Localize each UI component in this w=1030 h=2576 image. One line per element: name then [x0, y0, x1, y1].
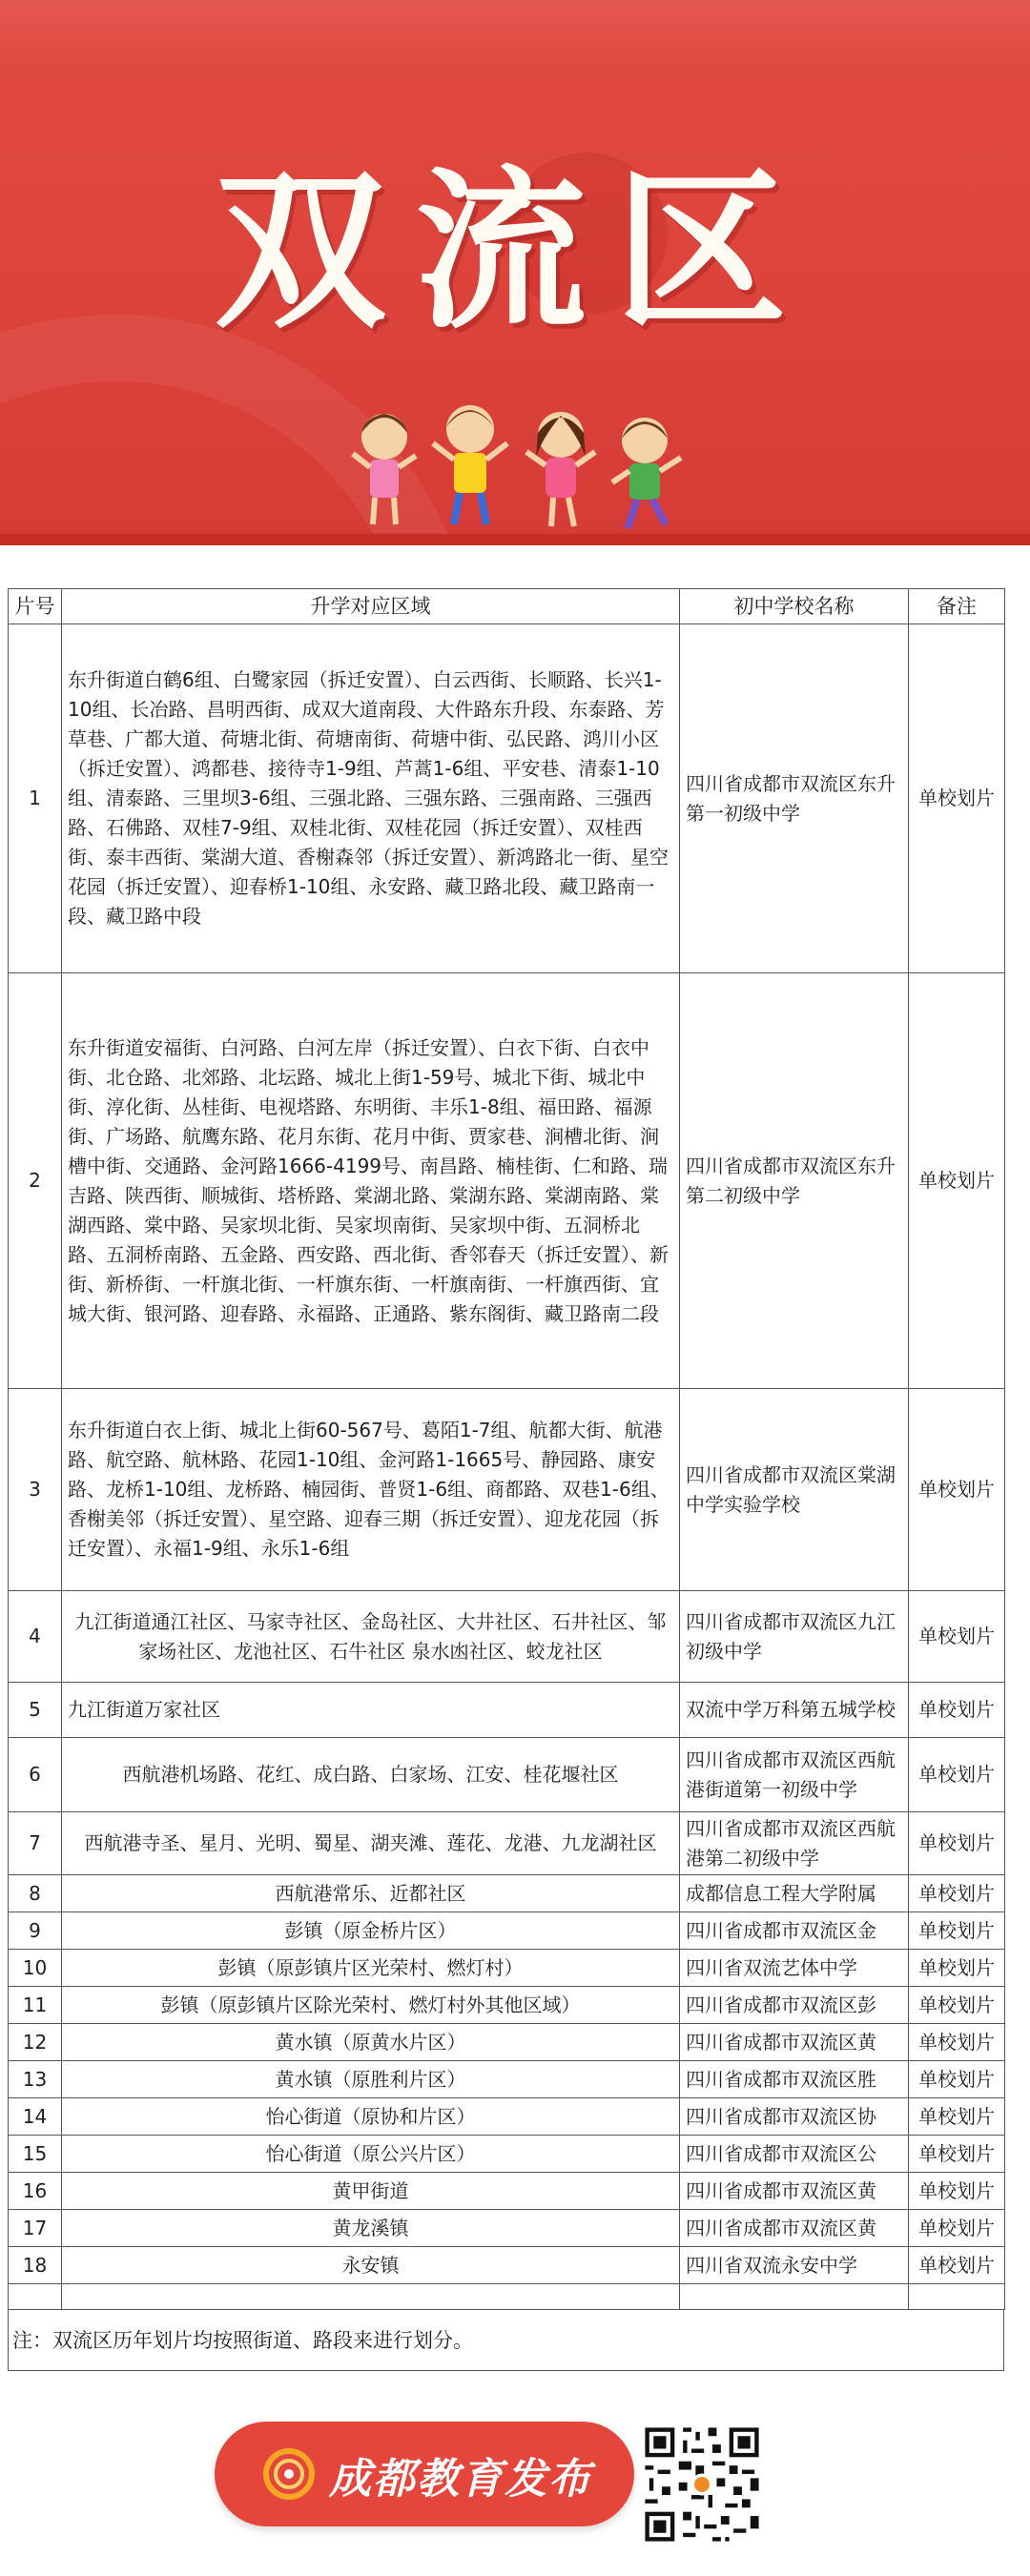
table-row — [9, 1389, 1005, 1591]
row-area: 九江街道通江社区、马家寺社区、金岛社区、大井社区、石井社区、邹家场社区、龙池社区、石牛社区 泉水凼社区、蛟龙社区 — [62, 1591, 680, 1683]
table-row — [9, 1950, 1005, 1987]
row-number: 17 — [9, 2210, 62, 2247]
page-title: 双流区 — [214, 151, 815, 352]
brand-badge — [215, 2422, 634, 2526]
row-area: 西航港机场路、花红、成白路、白家场、江安、桂花堰社区 — [62, 1738, 680, 1812]
row-number: 7 — [9, 1812, 62, 1875]
row-school: 四川省成都市双流区东升第二初级中学 — [680, 973, 909, 1389]
row-number: 1 — [9, 624, 62, 973]
row-school: 成都信息工程大学附属 — [680, 1875, 909, 1912]
row-number: 9 — [9, 1912, 62, 1950]
row-school: 四川省成都市双流区协 — [680, 2098, 909, 2136]
row-note: 单校划片 — [909, 1683, 1005, 1738]
row-note: 单校划片 — [909, 1591, 1005, 1683]
table-spacer-row — [9, 2284, 1005, 2310]
qr-code-icon — [641, 2423, 763, 2545]
row-area: 九江街道万家社区 — [62, 1683, 680, 1738]
row-area: 西航港寺圣、星月、光明、蜀星、湖夹滩、莲花、龙港、九龙湖社区 — [62, 1812, 680, 1875]
row-note: 单校划片 — [909, 2098, 1005, 2136]
table-row — [9, 1591, 1005, 1683]
table-row — [9, 2061, 1005, 2098]
row-number: 12 — [9, 2024, 62, 2061]
table-row — [9, 1683, 1005, 1738]
table-footnote: 注：双流区历年划片均按照街道、路段来进行划分。 — [8, 2310, 1004, 2371]
row-note: 单校划片 — [909, 2061, 1005, 2098]
row-school: 四川省成都市双流区彭 — [680, 1987, 909, 2024]
header-note: 备注 — [909, 589, 1005, 624]
row-number: 2 — [9, 973, 62, 1389]
row-school: 双流中学万科第五城学校 — [680, 1683, 909, 1738]
brand-logo-icon — [260, 2445, 318, 2503]
table-row — [9, 2210, 1005, 2247]
row-number: 15 — [9, 2136, 62, 2173]
row-number: 11 — [9, 1987, 62, 2024]
row-school: 四川省成都市双流区西航港街道第一初级中学 — [680, 1738, 909, 1812]
spacer-cell — [62, 2284, 680, 2310]
row-note: 单校划片 — [909, 2024, 1005, 2061]
row-number: 6 — [9, 1738, 62, 1812]
row-area: 黄水镇（原胜利片区） — [62, 2061, 680, 2098]
row-number: 4 — [9, 1591, 62, 1683]
child-figure-2 — [433, 405, 507, 524]
row-school: 四川省成都市双流区东升第一初级中学 — [680, 624, 909, 973]
table-row — [9, 2136, 1005, 2173]
row-school: 四川省成都市双流区九江初级中学 — [680, 1591, 909, 1683]
table-row — [9, 1812, 1005, 1875]
row-note: 单校划片 — [909, 1912, 1005, 1950]
row-note: 单校划片 — [909, 1875, 1005, 1912]
row-area: 东升街道安福街、白河路、白河左岸（拆迁安置）、白衣下街、白衣中街、北仓路、北郊路、北坛路、城北上街1-59号、城北下街、城北中街、淳化街、丛桂街、电视塔路、东明街、丰乐1-8组、福田路、福源街、广场路、航鹰东路、花月东街、花月中街、贾家巷、涧槽北街、涧槽中街、交通路、金河路1666-4199号、南昌路、楠桂街、仁和路、瑞吉路、陕西街、顺城街、塔桥路、棠湖北路、棠湖东路、棠湖南路、棠湖西路、棠中路、吴家坝北街、吴家坝南街、吴家坝中街、五洞桥北路、五洞桥南路、五金路、西安路、西北街、香邻春天（拆迁安置）、新街、新桥街、一杆旗北街、一杆旗东街、一杆旗南街、一杆旗西街、宜城大街、银河路、迎春路、永福路、正通路、紫东阁街、藏卫路南二段 — [62, 973, 680, 1389]
banner-bottom-band — [0, 534, 1030, 545]
row-note: 单校划片 — [909, 1950, 1005, 1987]
row-note: 单校划片 — [909, 1738, 1005, 1812]
row-area: 彭镇（原彭镇片区光荣村、燃灯村） — [62, 1950, 680, 1987]
row-number: 13 — [9, 2061, 62, 2098]
row-note: 单校划片 — [909, 1389, 1005, 1591]
table-row — [9, 624, 1005, 973]
row-school: 四川省成都市双流区黄 — [680, 2024, 909, 2061]
row-area: 黄水镇（原黄水片区） — [62, 2024, 680, 2061]
spacer-cell — [909, 2284, 1005, 2310]
table-row — [9, 1875, 1005, 1912]
children-illustration — [341, 391, 694, 543]
row-number: 16 — [9, 2173, 62, 2210]
row-number: 14 — [9, 2098, 62, 2136]
table-row — [9, 1987, 1005, 2024]
row-area: 彭镇（原彭镇片区除光荣村、燃灯村外其他区域） — [62, 1987, 680, 2024]
row-note: 单校划片 — [909, 624, 1005, 973]
row-note: 单校划片 — [909, 1812, 1005, 1875]
row-school: 四川省双流永安中学 — [680, 2247, 909, 2284]
row-number: 3 — [9, 1389, 62, 1591]
row-note: 单校划片 — [909, 2136, 1005, 2173]
row-school: 四川省成都市双流区胜 — [680, 2061, 909, 2098]
district-table-container — [8, 588, 1022, 2371]
row-area: 怡心街道（原协和片区） — [62, 2098, 680, 2136]
row-school: 四川省双流艺体中学 — [680, 1950, 909, 1987]
row-area: 黄龙溪镇 — [62, 2210, 680, 2247]
row-school: 四川省成都市双流区黄 — [680, 2173, 909, 2210]
row-area: 东升街道白鹤6组、白鹭家园（拆迁安置）、白云西街、长顺路、长兴1-10组、长冶路、昌明西街、成双大道南段、大件路东升段、东泰路、芳草巷、广都大道、荷塘北街、荷塘南街、荷塘中街、弘民路、鸿川小区（拆迁安置）、鸿都巷、接待寺1-9组、芦蒿1-6组、平安巷、清泰1-10组、清泰路、三里坝3-6组、三强北路、三强东路、三强南路、三强西路、石佛路、双桂7-9组、双桂北街、双桂花园（拆迁安置）、双桂西街、泰丰西街、棠湖大道、香榭森邻（拆迁安置）、新鸿路北一街、星空花园（拆迁安置）、迎春桥1-10组、永安路、藏卫路北段、藏卫路南一段、藏卫路中段 — [62, 624, 680, 973]
brand-name: 成都教育发布 — [329, 2455, 592, 2504]
header-piece-number: 片号 — [9, 589, 62, 624]
table-row — [9, 1738, 1005, 1812]
row-note: 单校划片 — [909, 2247, 1005, 2284]
table-row — [9, 2024, 1005, 2061]
table-row — [9, 2173, 1005, 2210]
row-area: 西航港常乐、近都社区 — [62, 1875, 680, 1912]
child-figure-3 — [526, 412, 595, 526]
table-row — [9, 1912, 1005, 1950]
row-number: 10 — [9, 1950, 62, 1987]
row-area: 东升街道白衣上街、城北上街60-567号、葛陌1-7组、航都大街、航港路、航空路、航林路、花园1-10组、金河路1-1665号、静园路、康安路、龙桥1-10组、龙桥路、楠园街、普贤1-6组、商都路、双巷1-6组、香榭美邻（拆迁安置）、星空路、迎春三期（拆迁安置）、迎龙花园（拆迁安置）、永福1-9组、永乐1-6组 — [62, 1389, 680, 1591]
spacer-cell — [9, 2284, 62, 2310]
row-note: 单校划片 — [909, 2173, 1005, 2210]
row-area: 怡心街道（原公兴片区） — [62, 2136, 680, 2173]
row-number: 8 — [9, 1875, 62, 1912]
header-school: 初中学校名称 — [680, 589, 909, 624]
header-area: 升学对应区域 — [62, 589, 680, 624]
table-row — [9, 2098, 1005, 2136]
header-banner — [0, 0, 1030, 545]
table-row — [9, 2247, 1005, 2284]
row-number: 18 — [9, 2247, 62, 2284]
district-table — [8, 588, 1005, 2310]
banner-gloss — [0, 0, 1030, 57]
table-row — [9, 973, 1005, 1389]
row-number: 5 — [9, 1683, 62, 1738]
row-school: 四川省成都市双流区棠湖中学实验学校 — [680, 1389, 909, 1591]
row-area: 彭镇（原金桥片区） — [62, 1912, 680, 1950]
row-note: 单校划片 — [909, 1987, 1005, 2024]
row-school: 四川省成都市双流区金 — [680, 1912, 909, 1950]
row-school: 四川省成都市双流区公 — [680, 2136, 909, 2173]
spacer-cell — [680, 2284, 909, 2310]
row-school: 四川省成都市双流区黄 — [680, 2210, 909, 2247]
child-figure-1 — [353, 414, 416, 524]
row-note: 单校划片 — [909, 973, 1005, 1389]
child-figure-4 — [612, 418, 681, 528]
row-area: 永安镇 — [62, 2247, 680, 2284]
row-area: 黄甲街道 — [62, 2173, 680, 2210]
table-header-row — [9, 589, 1005, 624]
row-school: 四川省成都市双流区西航港第二初级中学 — [680, 1812, 909, 1875]
row-note: 单校划片 — [909, 2210, 1005, 2247]
